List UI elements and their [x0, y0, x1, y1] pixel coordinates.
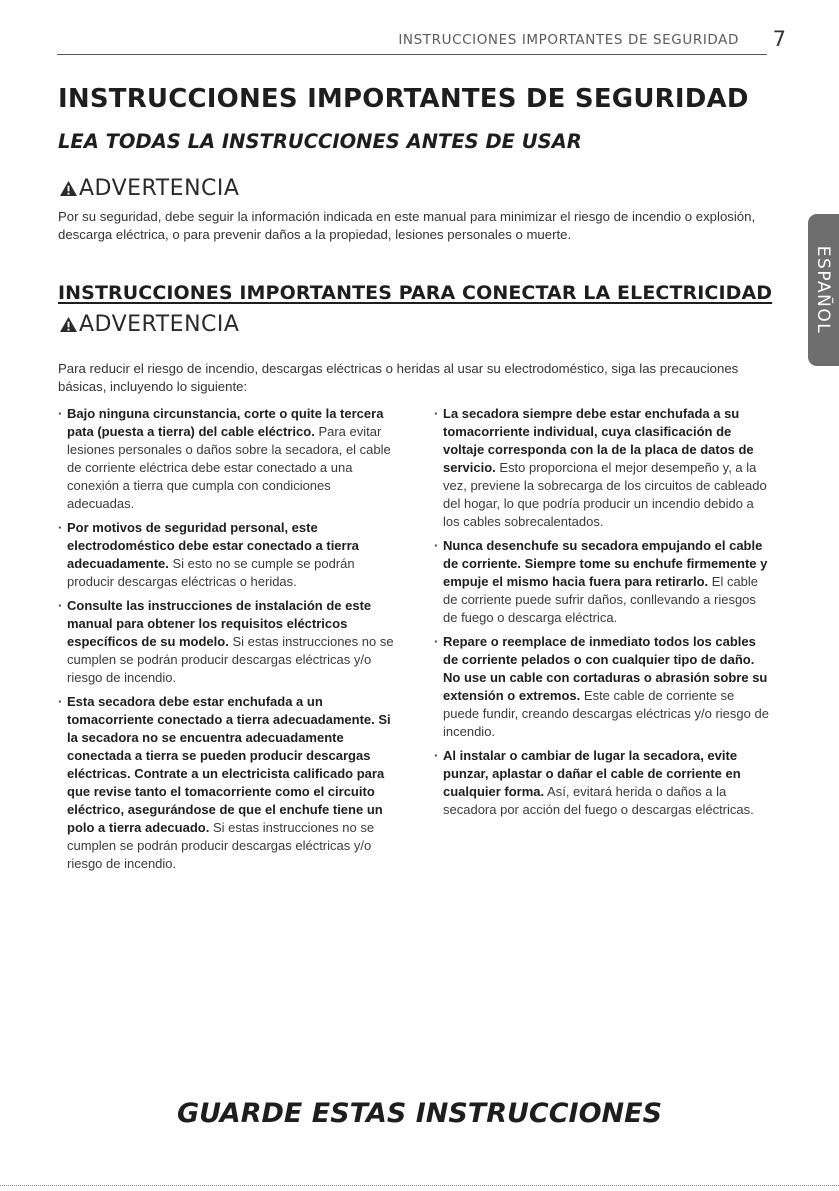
list-item-bold: La secadora siempre debe estar enchufada a su tomacorriente individual, cuya clasificación de voltaje corresponda con la de la placa de datos de servicio.: [443, 406, 754, 475]
warning-text-1: Por su seguridad, debe seguir la información indicada en este manual para minimizar el riesgo de incendio o explosión, descarga eléctrica, o para prevenir daños a la propiedad, lesiones personales o muerte.: [58, 209, 756, 242]
warning-text-2: Para reducir el riesgo de incendio, descargas eléctricas o heridas al usar su electrodoméstico, siga las precauciones básicas, incluyendo lo siguiente:: [58, 361, 739, 394]
list-item-text: Si estas instrucciones no se cumplen se podrán producir descargas eléctricas y/o riesgo de incendio.: [67, 820, 375, 871]
list-item-bold: Al instalar o cambiar de lugar la secadora, evite punzar, aplastar o dañar el cable de corriente en cualquier forma.: [443, 748, 741, 799]
page-number: 7: [772, 27, 786, 51]
warning-triangle-icon: [59, 316, 78, 333]
list-item-text: El cable de corriente puede sufrir daños, conllevando a riesgos de fuego o descarga eléctrica.: [443, 574, 759, 625]
list-item-text: Esto proporciona el mejor desempeño y, a la vez, previene la sobrecarga de los circuitos de cableado del hogar, lo que podría producir un incendio debido a los cables sobrecalentados.: [443, 460, 767, 529]
list-item: [434, 633, 770, 741]
side-tab-label: ESPAÑOL: [813, 245, 834, 335]
list-item-bold: Esta secadora debe estar enchufada a un tomacorriente conectado a tierra adecuadamente. Si la secadora no se encuentra adecuadamente conectada a tierra se pueden producir descargas eléctricas. Contrate a un electricista calificado para que revise tanto el tomacorriente como el circuito eléctrico, asegurándose de que el enchufe tiene un polo a tierra adecuado.: [67, 694, 391, 835]
list-item-text: Este cable de corriente se puede fundir, creando descargas eléctricas y/o riesgo de incendio.: [443, 688, 769, 739]
list-item-bold: Por motivos de seguridad personal, este electrodoméstico debe estar conectado a tierra adecuadamente.: [67, 520, 359, 571]
bottom-divider: [0, 1185, 839, 1186]
list-item: [434, 405, 770, 531]
footer-save-instructions: GUARDE ESTAS INSTRUCCIONES: [176, 1098, 663, 1129]
header-rule: [57, 54, 767, 55]
warning-heading-2: [59, 312, 239, 337]
list-item-text: Si esto no se cumple se podrán producir descargas eléctricas o heridas.: [67, 556, 355, 589]
warning-label: ADVERTENCIA: [79, 176, 240, 201]
list-item: [434, 747, 770, 819]
list-item-text: Así, evitará herida o daños a la secadora por acción del fuego o descargas eléctricas.: [443, 784, 754, 817]
list-item: [58, 597, 394, 687]
language-side-tab: [808, 214, 839, 366]
list-item: [58, 519, 394, 591]
warning-heading-1: [59, 176, 239, 201]
warning-label: ADVERTENCIA: [79, 312, 240, 337]
list-item-text: Para evitar lesiones personales o daños sobre la secadora, el cable de corriente eléctrica debe estar conectado a una conexión a tierra que cumpla con condiciones adecuadas.: [67, 424, 391, 511]
list-item-bold: Bajo ninguna circunstancia, corte o quite la tercera pata (puesta a tierra) del cable eléctrico.: [67, 406, 384, 439]
page-subtitle: LEA TODAS LA INSTRUCCIONES ANTES DE USAR: [58, 130, 582, 153]
list-item: [58, 693, 394, 873]
list-item-bold: Nunca desenchufe su secadora empujando el cable de corriente. Siempre tome su enchufe firmemente y empuje el mismo hacia fuera para retirarlo.: [443, 538, 768, 589]
list-item-text: Si estas instrucciones no se cumplen se podrán producir descargas eléctricas y/o riesgo de incendio.: [67, 634, 394, 685]
warning-triangle-icon: [59, 180, 78, 197]
list-item: [434, 537, 770, 627]
section-heading: INSTRUCCIONES IMPORTANTES PARA CONECTAR LA ELECTRICIDAD: [58, 282, 773, 304]
page-title: INSTRUCCIONES IMPORTANTES DE SEGURIDAD: [58, 84, 749, 114]
list-item-bold: Repare o reemplace de inmediato todos los cables de corriente pelados o con cualquier tipo de daño. No use un cable con cortaduras o abrasión sobre su extensión o extremos.: [443, 634, 768, 703]
running-head: INSTRUCCIONES IMPORTANTES DE SEGURIDAD: [398, 32, 739, 48]
list-item: [58, 405, 394, 513]
left-column-list: [58, 405, 394, 879]
right-column-list: [434, 405, 770, 825]
list-item-bold: Consulte las instrucciones de instalación de este manual para obtener los requisitos eléctricos específicos de su modelo.: [67, 598, 372, 649]
